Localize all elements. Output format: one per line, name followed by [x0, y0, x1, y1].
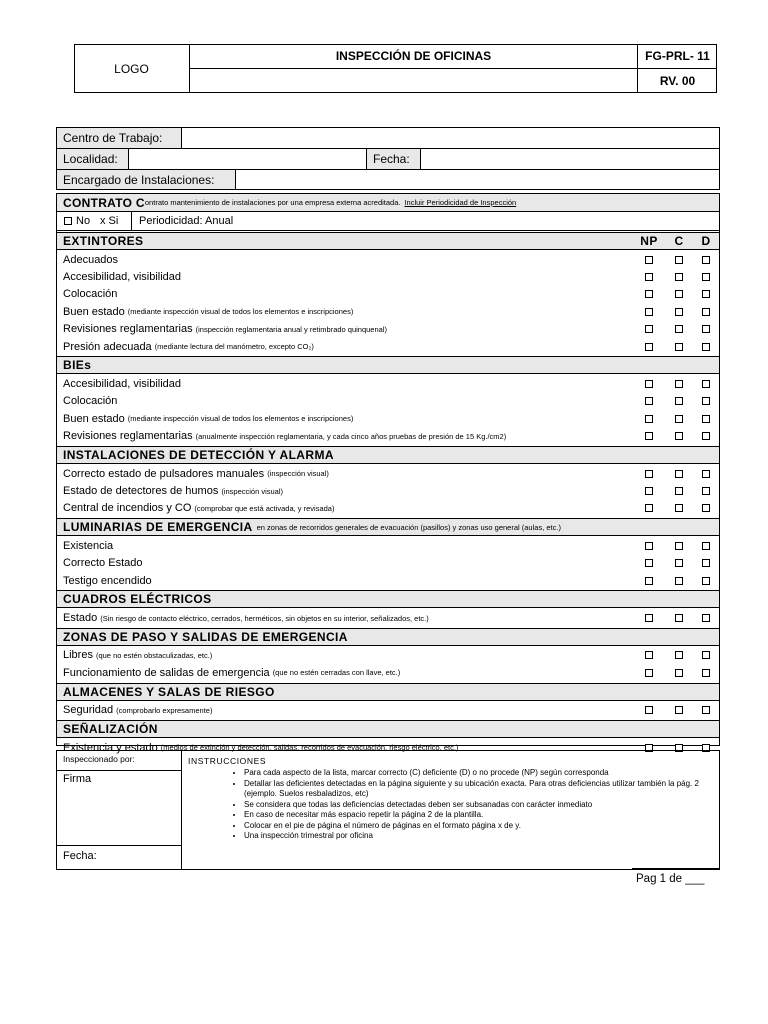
checklist-item-label: Accesibilidad, visibilidad	[63, 271, 182, 284]
document-code: FG-PRL- 11	[645, 49, 710, 63]
checklist-item-note: (que no estén cerradas con llave, etc.)	[272, 668, 401, 678]
checkbox-d[interactable]	[702, 470, 710, 478]
checkbox-d[interactable]	[702, 290, 710, 298]
checkbox-np[interactable]	[645, 397, 653, 405]
section-note: en zonas de recorridos generales de evacuación (pasillos) y zonas uso general (aulas, etc.)	[256, 522, 561, 532]
checkbox-c[interactable]	[675, 432, 683, 440]
checkbox-np[interactable]	[645, 380, 653, 388]
checkbox-d[interactable]	[702, 706, 710, 714]
checkbox-np[interactable]	[645, 325, 653, 333]
checkbox-d[interactable]	[702, 343, 710, 351]
checkbox-c[interactable]	[675, 614, 683, 622]
checklist-item-label: Correcto estado de pulsadores manuales	[63, 467, 265, 480]
checklist-item	[57, 647, 719, 664]
checkbox-d[interactable]	[702, 432, 710, 440]
section-header	[57, 628, 719, 646]
checkbox-d[interactable]	[702, 380, 710, 388]
column-header-d: D	[701, 234, 711, 248]
checklist-item	[57, 393, 719, 410]
checklist-item	[57, 702, 719, 719]
checklist-item	[57, 410, 719, 427]
checklist-item-note: (anualmente inspección reglamentaria, y cada cinco años pruebas de presión de 15 Kg./cm2)	[195, 431, 507, 441]
checklist-item-note: (mediante lectura del manómetro, excepto CO₂)	[154, 342, 314, 352]
instruction-item: • Detallar las deficientes detectadas en la página siguiente y su ubicación exacta. Para otras deficiencias utilizar también la pág. 2 (ejemplo. Suelos resbaladizos, etc)	[244, 779, 718, 800]
checklist-item-label: Seguridad	[63, 704, 114, 717]
checklist-item-note: (mediante inspección visual de todos los elementos e inscripciones)	[127, 414, 354, 424]
checklist-item	[57, 537, 719, 554]
checkbox-c[interactable]	[675, 256, 683, 264]
checkbox-d[interactable]	[702, 397, 710, 405]
checklist-item-note: (Sin riesgo de contacto eléctrico, cerrados, herméticos, sin objetos en su interior, señalizados, etc.)	[100, 613, 429, 623]
checkbox-np[interactable]	[645, 559, 653, 567]
checklist-item-note: (comprobar que está activada, y revisada)	[194, 503, 335, 513]
checklist-item-label: Estado de detectores de humos	[63, 485, 219, 498]
checklist-item	[57, 609, 719, 626]
encargado-label: Encargado de Instalaciones:	[57, 170, 236, 189]
title-cell	[190, 44, 637, 69]
section-title: ALMACENES Y SALAS DE RIESGO	[63, 684, 275, 699]
checkbox-np[interactable]	[645, 651, 653, 659]
instructions-list	[188, 768, 718, 842]
instructions-title: INSTRUCCIONES	[188, 756, 267, 766]
contrato-periodicidad: Periodicidad: Anual	[139, 215, 234, 227]
checklist-item-note: (que no estén obstaculizadas, etc.)	[95, 650, 213, 660]
localidad-label: Localidad:	[57, 149, 129, 169]
checklist-item-note: (inspección visual)	[221, 486, 284, 496]
checkbox-np[interactable]	[645, 706, 653, 714]
checkbox-d[interactable]	[702, 487, 710, 495]
checkbox-c[interactable]	[675, 470, 683, 478]
contrato-header	[57, 194, 719, 212]
checkbox-np[interactable]	[645, 308, 653, 316]
contrato-si-label[interactable]: x Si	[100, 215, 119, 227]
document-revision: RV. 00	[659, 74, 696, 88]
contrato-no-checkbox[interactable]	[64, 217, 72, 225]
checkbox-c[interactable]	[675, 669, 683, 677]
checkbox-d[interactable]	[702, 504, 710, 512]
checkbox-c[interactable]	[675, 380, 683, 388]
checklist-item	[57, 375, 719, 392]
instruction-item: • Para cada aspecto de la lista, marcar correcto (C) deficiente (D) o no procede (NP) según corresponda	[244, 768, 718, 779]
checklist-item-note: (inspección reglamentaria anual y retimbrado quinquenal)	[195, 324, 387, 334]
checklist-item	[57, 465, 719, 482]
checklist-item-label: Libres	[63, 649, 93, 662]
checkbox-c[interactable]	[675, 273, 683, 281]
instruction-item: • Colocar en el pie de página el número de páginas en el formato página x de y.	[244, 821, 718, 832]
page-number: Pag 1 de ___	[636, 873, 705, 885]
section-title: BIEs	[63, 358, 92, 373]
checkbox-np[interactable]	[645, 577, 653, 585]
checkbox-d[interactable]	[702, 614, 710, 622]
checkbox-np[interactable]	[645, 614, 653, 622]
checkbox-c[interactable]	[675, 415, 683, 423]
fecha-field[interactable]	[421, 149, 719, 169]
logo-cell	[74, 44, 190, 93]
footer-fecha-label: Fecha:	[63, 850, 97, 862]
section-header	[57, 518, 719, 536]
checkbox-d[interactable]	[702, 577, 710, 585]
checkbox-np[interactable]	[645, 504, 653, 512]
logo-text: LOGO	[114, 61, 149, 76]
section-header	[57, 356, 719, 374]
checklist-item	[57, 303, 719, 320]
checkbox-np[interactable]	[645, 432, 653, 440]
checkbox-d[interactable]	[702, 325, 710, 333]
checkbox-c[interactable]	[675, 542, 683, 550]
section-header	[57, 683, 719, 701]
checkbox-d[interactable]	[702, 256, 710, 264]
checkbox-c[interactable]	[675, 577, 683, 585]
checklist-item	[57, 286, 719, 303]
code-cell	[637, 44, 717, 69]
checkbox-np[interactable]	[645, 290, 653, 298]
checkbox-d[interactable]	[702, 308, 710, 316]
checklist-item-label: Testigo encendido	[63, 574, 152, 587]
checkbox-c[interactable]	[675, 504, 683, 512]
localidad-field[interactable]	[130, 149, 366, 169]
checkbox-np[interactable]	[645, 669, 653, 677]
checklist-item	[57, 500, 719, 517]
checkbox-np[interactable]	[645, 273, 653, 281]
checkbox-c[interactable]	[675, 397, 683, 405]
instruction-item: • Se considera que todas las deficiencias detectadas deben ser subsanadas con carácter inmediato	[244, 800, 718, 811]
checklist-item-note: (comprobarlo expresamente)	[116, 705, 213, 715]
checklist-item-label: Existencia	[63, 539, 114, 552]
section-title: INSTALACIONES DE DETECCIÓN Y ALARMA	[63, 448, 334, 462]
checklist-item	[57, 338, 719, 355]
contrato-description: ontrato mantenimiento de instalaciones por una empresa externa acreditada.	[144, 198, 401, 207]
checklist-item-note: (inspección visual)	[267, 469, 329, 479]
checklist-item-label: Central de incendios y CO	[63, 502, 192, 515]
checkbox-c[interactable]	[675, 308, 683, 316]
checklist-item-label: Presión adecuada	[63, 340, 152, 353]
checklist-item-label: Buen estado	[63, 412, 125, 425]
checkbox-c[interactable]	[675, 559, 683, 567]
checkbox-c[interactable]	[675, 706, 683, 714]
instruction-item: • Una inspección trimestral por oficina	[244, 831, 718, 842]
checklist-item-label: Adecuados	[63, 253, 119, 266]
section-title: EXTINTORES	[63, 234, 144, 248]
section-header	[57, 232, 719, 250]
checkbox-d[interactable]	[702, 273, 710, 281]
inspeccionado-cell	[57, 751, 182, 869]
firma-label: Firma	[63, 773, 92, 785]
checkbox-d[interactable]	[702, 559, 710, 567]
checklist-item	[57, 555, 719, 572]
revision-cell	[637, 69, 717, 93]
section-title: ZONAS DE PASO Y SALIDAS DE EMERGENCIA	[63, 629, 348, 644]
inspeccionado-label: Inspeccionado por:	[57, 751, 181, 771]
checklist-item-label: Revisiones reglamentarias	[63, 430, 193, 443]
checklist-item	[57, 482, 719, 499]
page-title: INSPECCIÓN DE OFICINAS	[335, 49, 492, 63]
checkbox-np[interactable]	[645, 415, 653, 423]
checkbox-c[interactable]	[675, 325, 683, 333]
checkbox-c[interactable]	[675, 651, 683, 659]
checklist-item-label: Existencia y estado	[63, 741, 158, 754]
contrato-title: CONTRATO C	[63, 195, 145, 210]
checklist-item-label: Estado	[63, 612, 98, 625]
checkbox-np[interactable]	[645, 470, 653, 478]
checklist-item	[57, 321, 719, 338]
checkbox-np[interactable]	[645, 343, 653, 351]
column-header-np: NP	[640, 234, 658, 248]
section-title: LUMINARIAS DE EMERGENCIA	[63, 520, 253, 535]
contrato-periodicidad-link[interactable]: Incluir Periodicidad de Inspección	[404, 198, 517, 207]
instructions-panel	[188, 756, 718, 866]
checkbox-d[interactable]	[702, 415, 710, 423]
section-title: CUADROS ELÉCTRICOS	[63, 592, 212, 607]
contrato-options	[57, 213, 719, 231]
checklist-item-label: Buen estado	[63, 305, 125, 318]
section-header	[57, 720, 719, 738]
contrato-no-label: No	[76, 215, 91, 227]
checklist-item-label: Colocación	[63, 395, 118, 408]
column-header-c: C	[674, 234, 684, 248]
checkbox-c[interactable]	[675, 290, 683, 298]
checkbox-c[interactable]	[675, 343, 683, 351]
checklist-item-label: Revisiones reglamentarias	[63, 323, 193, 336]
checkbox-np[interactable]	[645, 542, 653, 550]
checkbox-d[interactable]	[702, 651, 710, 659]
centro-label: Centro de Trabajo:	[57, 128, 182, 148]
centro-field[interactable]	[183, 128, 719, 148]
checklist-item	[57, 268, 719, 285]
checkbox-d[interactable]	[702, 669, 710, 677]
section-title: SEÑALIZACIÓN	[63, 722, 158, 736]
section-header	[57, 590, 719, 608]
fecha-label: Fecha:	[366, 149, 421, 169]
checklist-item	[57, 251, 719, 268]
section-header	[57, 446, 719, 464]
firma-field[interactable]	[57, 785, 181, 845]
checklist-item	[57, 572, 719, 589]
checkbox-d[interactable]	[702, 542, 710, 550]
checklist-item	[57, 664, 719, 681]
checklist-item-note: (medios de extinción y detección, salidas, recorridos de evacuación, riesgo eléctrico, etc.)	[160, 743, 459, 753]
checkbox-np[interactable]	[645, 256, 653, 264]
checklist-item-label: Colocación	[63, 288, 118, 301]
checklist-item-label: Correcto Estado	[63, 557, 143, 570]
checklist-item-label: Accesibilidad, visibilidad	[63, 378, 182, 391]
checklist-item-label: Funcionamiento de salidas de emergencia	[63, 666, 270, 679]
encargado-field[interactable]	[237, 170, 719, 189]
checklist-item	[57, 428, 719, 445]
checkbox-c[interactable]	[675, 487, 683, 495]
checklist-item-note: (mediante inspección visual de todos los elementos e inscripciones)	[127, 307, 354, 317]
checkbox-np[interactable]	[645, 487, 653, 495]
instruction-item: • En caso de necesitar más espacio repetir la página 2 de la plantilla.	[244, 810, 718, 821]
